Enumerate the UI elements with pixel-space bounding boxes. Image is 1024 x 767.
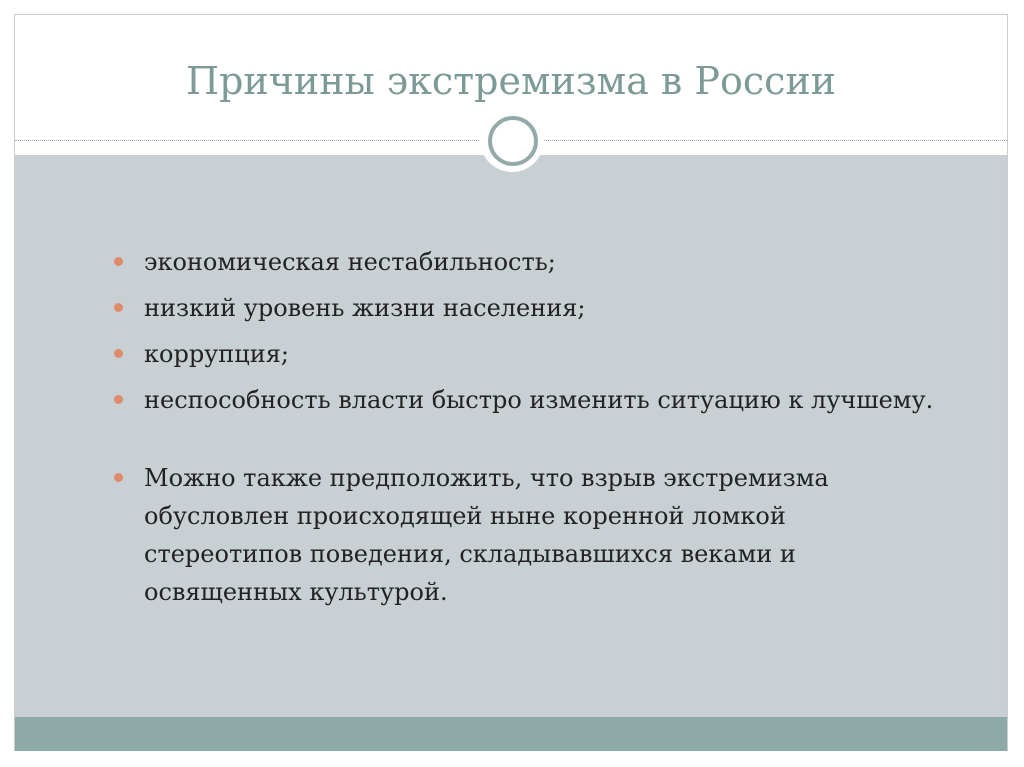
bullet-dot-icon (114, 257, 123, 266)
circle-ornament-icon (480, 108, 544, 172)
bullet-dot-icon (114, 349, 123, 358)
bullet-item (110, 243, 950, 281)
slide-title: Причины экстремизма в России (185, 59, 837, 103)
bullet-item (110, 459, 950, 611)
bottom-bar (15, 717, 1007, 751)
bullet-text: коррупция; (144, 340, 289, 368)
bullet-text: низкий уровень жизни населения; (144, 294, 586, 322)
bullet-text: экономическая нестабильность; (144, 248, 556, 276)
bullet-text: неспособность власти быстро изменить ситуацию к лучшему. (144, 386, 934, 414)
bullet-dot-icon (114, 395, 123, 404)
bullet-item (110, 335, 950, 373)
bullet-list (110, 243, 950, 619)
bullet-item (110, 381, 950, 419)
bullet-dot-icon (114, 473, 123, 482)
ring-icon (488, 116, 538, 166)
bullet-item (110, 289, 950, 327)
bullet-dot-icon (114, 303, 123, 312)
bullet-text: Можно также предположить, что взрыв экстремизма обусловлен происходящей ныне коренной ломкой стереотипов поведения, складывавшихся веками и освященных культурой. (144, 464, 829, 606)
